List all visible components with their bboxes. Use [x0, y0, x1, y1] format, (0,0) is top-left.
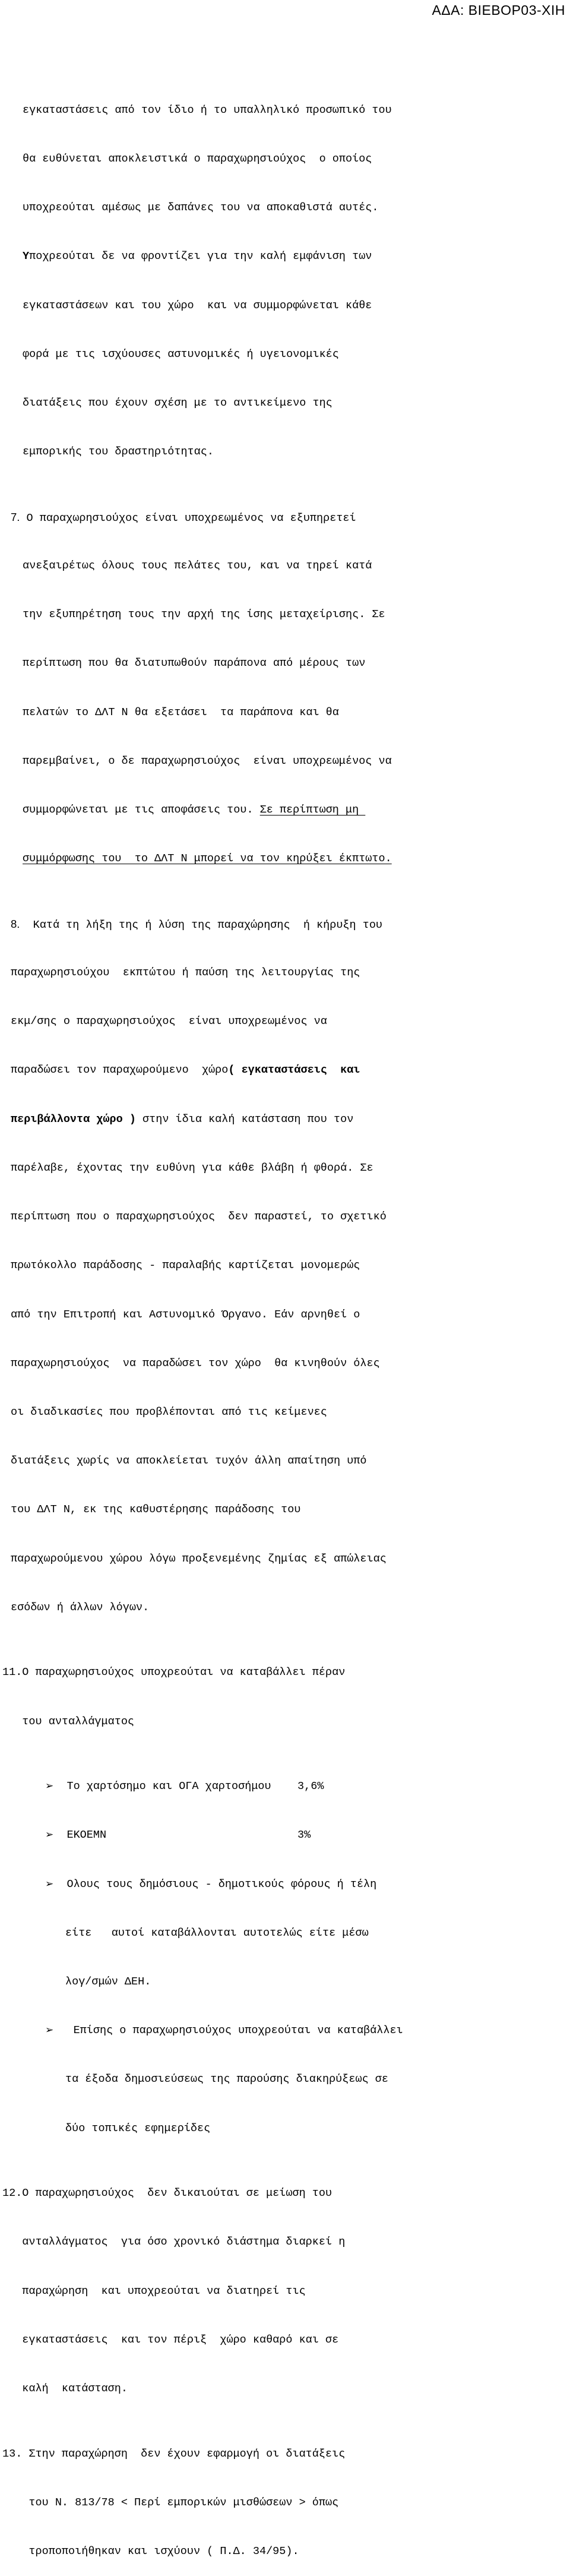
section-8-line: παραχωρούμενου χώρου λόγω προξενεμένης ζημίας εξ απώλειας: [11, 1552, 387, 1565]
section-8-line: [0, 916, 570, 932]
bullet-item: [0, 1827, 570, 1843]
section-8-line: οι διαδικασίες που προβλέπονται από τις κείμενες: [11, 1405, 327, 1418]
text-fragment: συμμορφώνεται με τις αποφάσεις του.: [23, 804, 260, 817]
section-8-line: του ΔΛΤ Ν, εκ της καθυστέρησης παράδοσης του: [11, 1503, 301, 1516]
arrow-bullet-icon: ➢: [45, 1829, 54, 1841]
section-number: 7.: [11, 510, 20, 523]
bullet-text-cont: δύο τοπικές εφημερίδες: [65, 2122, 211, 2135]
section-7-line: περίπτωση που θα διατυπωθούν παράπονα από μέρους των: [23, 657, 366, 670]
section-11-line: του ανταλλάγματος: [2, 1715, 135, 1728]
section-8-line: διατάξεις χωρίς να αποκλείεται τυχόν άλλη απαίτηση υπό: [11, 1455, 367, 1468]
bullet-text: Ολους τους δημόσιους - δημοτικούς φόρους ή τέλη: [66, 1878, 377, 1891]
arrow-bullet-icon: ➢: [45, 1878, 54, 1890]
section-7-line: πελατών το ΔΛΤ Ν θα εξετάσει τα παράπονα και θα: [23, 706, 339, 719]
underlined-text: Σε περίπτωση μη: [259, 804, 366, 817]
bullet-item: [0, 1876, 570, 1892]
section-8-line: περίπτωση που ο παραχωρησιούχος δεν παραστεί, το σχετικό: [11, 1210, 387, 1224]
section-13-line: του Ν. 813/78 < Περί εμπορικών μισθώσεων > όπως: [2, 2496, 339, 2509]
section-11-line: 11.Ο παραχωρησιούχος υποχρεούται να καταβάλλει πέραν: [2, 1666, 346, 1679]
section-13-line: 13. Στην παραχώρηση δεν έχουν εφαρμογή οι διατάξεις: [2, 2447, 346, 2460]
bullet-text: Επίσης ο παραχωρησιούχος υποχρεούται να καταβάλλει: [66, 2024, 403, 2037]
section-8-line: εσόδων ή άλλων λόγων.: [11, 1601, 150, 1614]
section-12-line: καλή κατάσταση.: [2, 2382, 128, 2395]
section-7-line: [0, 509, 570, 525]
text-fragment: στην ίδια καλή κατάσταση που τον: [135, 1112, 354, 1126]
text-line: εγκαταστάσεων και του χώρο και να συμμορφώνεται κάθε: [23, 299, 372, 312]
bullet-text: Το χαρτόσημο και ΟΓΑ χαρτοσήμου 3,6%: [66, 1780, 324, 1793]
section-7-line: [0, 851, 570, 867]
section-8-line: πρωτόκολλο παράδοσης - παραλαβής καρτίζεται μονομερώς: [11, 1259, 360, 1272]
section-12-line: ανταλλάγματος για όσο χρονικό διάστημα διαρκεί η: [2, 2236, 346, 2249]
bullet-text-cont: λογ/σμών ΔΕΗ.: [65, 1975, 151, 1988]
section-7-line: παρεμβαίνει, ο δε παραχωρησιούχος είναι υποχρεωμένος να: [23, 754, 392, 767]
arrow-bullet-icon: ➢: [45, 1780, 54, 1793]
bullet-text-cont: είτε αυτοί καταβάλλονται αυτοτελώς είτε μέσω: [65, 1926, 369, 1939]
bullet-text: ΕΚΟΕΜΝ 3%: [66, 1829, 311, 1842]
text-line: [0, 248, 570, 264]
text-line: εγκαταστάσεις από τον ίδιο ή το υπαλληλικό προσωπικό του: [23, 103, 392, 116]
bold-text: περιβάλλοντα χώρο ): [11, 1112, 136, 1126]
text-line: εμπορικής του δραστηριότητας.: [23, 445, 214, 459]
bullet-item: [0, 1778, 570, 1794]
section-8-line: [0, 1062, 570, 1078]
text-line: διατάξεις που έχουν σχέση με το αντικείμενο της: [23, 397, 332, 410]
ada-code: ΑΔΑ: ΒΙΕΒΟΡ03-ΧΙΗ: [432, 2, 565, 18]
section-12-line: εγκαταστάσεις και τον πέριξ χώρο καθαρό και σε: [2, 2333, 339, 2346]
text-line: φορά με τις ισχύουσες αστυνομικές ή υγειονομικές: [23, 347, 339, 361]
arrow-bullet-icon: ➢: [45, 2024, 54, 2037]
section-13-line: τροποποιήθηκαν και ισχύουν ( Π.Δ. 34/95).: [2, 2545, 299, 2558]
section-12-line: παραχώρηση και υποχρεούται να διατηρεί τις: [2, 2284, 306, 2297]
section-8-line: παραχωρησιούχος να παραδώσει τον χώρο θα κινηθούν όλες: [11, 1357, 380, 1370]
text-line: θα ευθύνεται αποκλειστικά ο παραχωρησιούχος ο οποίος: [23, 153, 372, 166]
section-12-line: 12.Ο παραχωρησιούχος δεν δικαιούται σε μείωση του: [2, 2187, 332, 2200]
section-7-line: ανεξαιρέτως όλους τους πελάτες του, και να τηρεί κατά: [23, 560, 372, 573]
underlined-text: συμμόρφωσης του το ΔΛΤ Ν μπορεί να τον κηρύξει έκπτωτο.: [23, 852, 392, 865]
section-7-line: την εξυπηρέτηση τους την αρχή της ίσης μεταχείρισης. Σε: [23, 608, 385, 621]
section-8-line: παρέλαβε, έχοντας την ευθύνη για κάθε βλάβη ή φθορά. Σε: [11, 1161, 373, 1174]
section-number: 8.: [11, 917, 20, 930]
section-8-line: από την Επιτροπή και Αστυνομικό Όργανο. Εάν αρνηθεί ο: [11, 1308, 360, 1321]
text-fragment: ποχρεούται δε να φροντίζει για την καλή εμφάνιση των: [29, 250, 372, 263]
text-line: υποχρεούται αμέσως με δαπάνες του να αποκαθιστά αυτές.: [23, 201, 379, 214]
section-8-line: παραχωρησιούχου εκπτώτου ή παύση της λειτουργίας της: [11, 966, 360, 979]
bullet-text-cont: τα έξοδα δημοσιεύσεως της παρούσης διακηρύξεως σε: [65, 2073, 388, 2086]
section-8-line: [0, 1111, 570, 1127]
text-fragment: Κατά τη λήξη της ή λύση της παραχώρησης ή κήρυξη του: [20, 918, 383, 931]
text-fragment: Ο παραχωρησιούχος είναι υποχρεωμένος να εξυπηρετεί: [20, 511, 356, 524]
document-body: [0, 69, 570, 2576]
text-fragment: παραδώσει τον παραχωρούμενο χώρο: [11, 1064, 229, 1077]
section-7-line: [0, 802, 570, 818]
section-8-line: εκμ/σης ο παραχωρησιούχος είναι υποχρεωμένος να: [11, 1015, 327, 1028]
text-fragment: Υ: [23, 250, 30, 263]
bullet-item: [0, 2022, 570, 2038]
bold-text: ( εγκαταστάσεις και: [228, 1064, 360, 1077]
